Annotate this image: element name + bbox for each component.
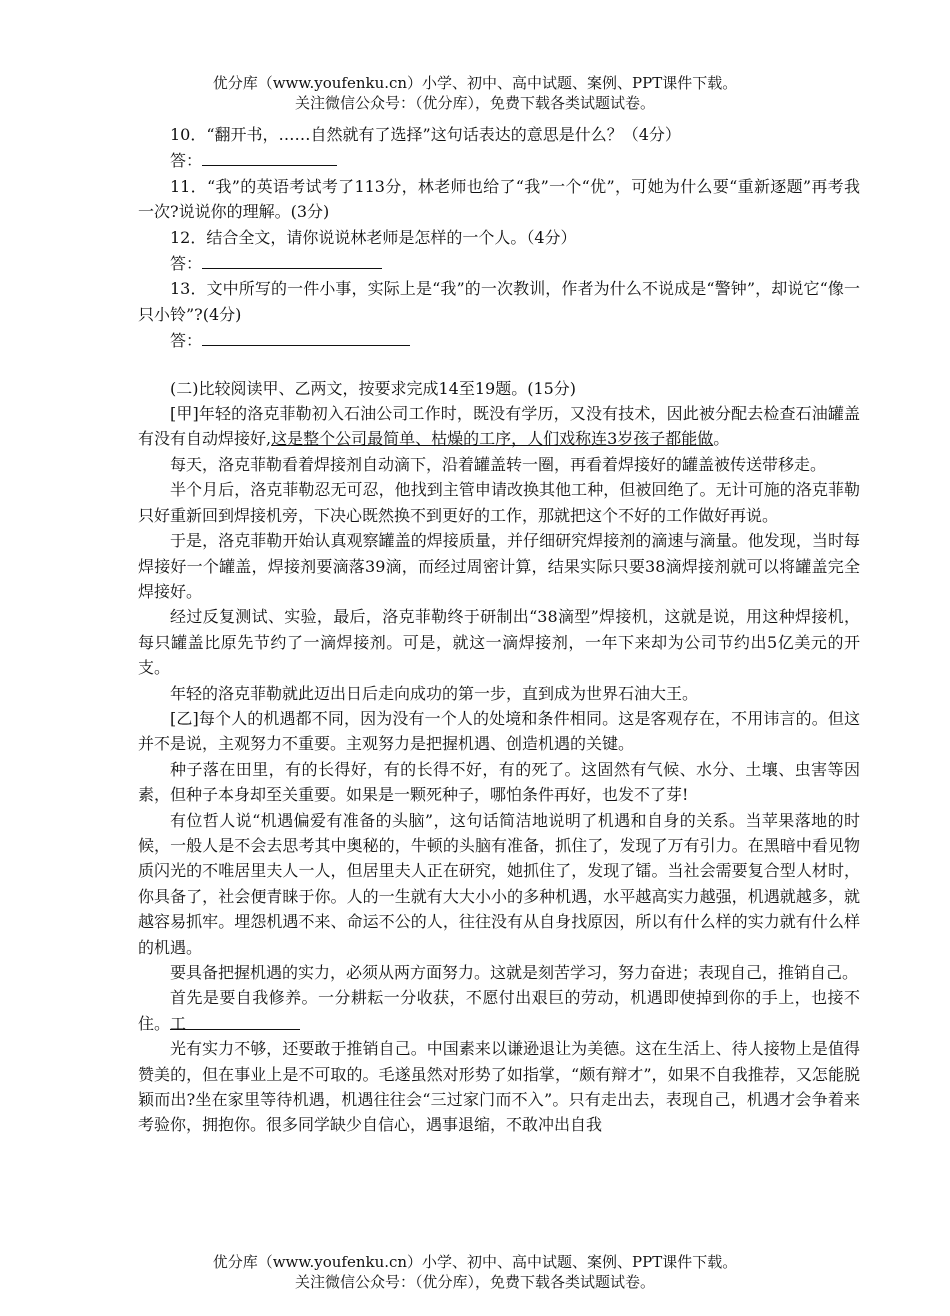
underlined-sentence: 这是整个公司最简单、枯燥的工序，人们戏称连3岁孩子都能做 bbox=[271, 429, 714, 449]
passage-yi-paragraph: 要具备把握机遇的实力，必须从两方面努力。这就是刻苦学习，努力奋进；表现自己，推销自己。 bbox=[170, 963, 859, 982]
question-12: 12．结合全文，请你说说林老师是怎样的一个人。（4分） bbox=[170, 227, 577, 247]
answer-blank[interactable] bbox=[202, 327, 410, 346]
fill-blank[interactable]: 工 bbox=[170, 1011, 300, 1030]
passage-jia-paragraph: 每天，洛克菲勒看着焊接剂自动滴下，沿着罐盖转一圈，再看着焊接好的罐盖被传送带移走。 bbox=[170, 454, 827, 474]
header-line-2: 关注微信公众号：（优分库），免费下载各类试题试卷。 bbox=[294, 94, 655, 112]
page-header bbox=[0, 73, 950, 113]
question-13: 13．文中所写的一件小事，实际上是“我”的一次教训，作者为什么不说成是“警钟”，却说它“像一只小铃”?(4分) bbox=[138, 279, 860, 324]
answer-line-13: 答： bbox=[138, 327, 860, 353]
document-body bbox=[138, 122, 860, 1138]
spacer bbox=[138, 354, 860, 376]
passage-yi-paragraph: 种子落在田里，有的长得好，有的长得不好，有的死了。这固然有气候、水分、土壤、虫害等因素，但种子本身却至关重要。如果是一颗死种子，哪怕条件再好，也发不了芽! bbox=[138, 759, 860, 805]
passage-yi-paragraph: 光有实力不够，还要敢于推销自己。中国素来以谦逊退让为美德。这在生活上、待人接物上是值得赞美的，但在事业上是不可取的。毛遂虽然对形势了如指掌，“颇有辩才”，如果不自我推荐，又怎能脱颖而出?坐在家里等待机遇，机遇往往会“三过家门而不入”。只有走出去，表现自己，机遇才会争着来考验你，拥抱你。很多同学缺少自信心，遇事退缩，不敢冲出自我 bbox=[138, 1039, 860, 1135]
answer-blank[interactable] bbox=[202, 250, 382, 269]
passage-yi-paragraph-5: 首先是要自我修养。一分耕耘一分收获，不愿付出艰巨的劳动，机遇即使掉到你的手上，也接不住。工 bbox=[138, 988, 860, 1033]
section-2-title: (二)比较阅读甲、乙两文，按要求完成14至19题。(15分) bbox=[170, 378, 577, 398]
passage-jia-paragraph: 经过反复测试、实验，最后，洛克菲勒终于研制出“38滴型”焊接机，这就是说，用这种焊接机，每只罐盖比原先节约了一滴焊接剂。可是，就这一滴焊接剂，一年下来却为公司节约出5亿美元的开支。 bbox=[138, 607, 860, 678]
answer-line-10: 答： bbox=[138, 147, 860, 173]
page-footer bbox=[0, 1252, 950, 1292]
passage-yi-paragraph: [乙]每个人的机遇都不同，因为没有一个人的处境和条件相同。这是客观存在，不用讳言的。但这并不是说，主观努力不重要。主观努力是把握机遇、创造机遇的关键。 bbox=[138, 708, 860, 754]
question-10: 10．“翻开书，……自然就有了选择”这句话表达的意思是什么？（4分） bbox=[170, 125, 681, 144]
passage-jia-paragraph: 年轻的洛克菲勒就此迈出日后走向成功的第一步，直到成为世界石油大王。 bbox=[170, 683, 699, 703]
header-line-1: 优分库（www.youfenku.cn）小学、初中、高中试题、案例、PPT课件下载。 bbox=[212, 74, 738, 92]
passage-yi-paragraph: 有位哲人说“机遇偏爱有准备的头脑”，这句话简洁地说明了机遇和自身的关系。当苹果落地的时候，一般人是不会去思考其中奥秘的，牛顿的头脑有准备，抓住了，发现了万有引力。在黑暗中看见物质闪光的不唯居里夫人一人，但居里夫人正在研究，她抓住了，发现了镭。当社会需要复合型人材时，你具备了，社会便青睐于你。人的一生就有大大小小的多种机遇，水平越高实力越强，机遇就越多，就越容易抓牢。埋怨机遇不来、命运不公的人，往往没有从自身找原因，所以有什么样的实力就有什么样的机遇。 bbox=[138, 810, 860, 957]
footer-line-1: 优分库（www.youfenku.cn）小学、初中、高中试题、案例、PPT课件下载。 bbox=[212, 1253, 738, 1271]
answer-blank[interactable] bbox=[202, 147, 337, 166]
footer-line-2: 关注微信公众号：（优分库），免费下载各类试题试卷。 bbox=[294, 1273, 655, 1291]
passage-jia-paragraph: 于是，洛克菲勒开始认真观察罐盖的焊接质量，并仔细研究焊接剂的滴速与滴量。他发现，当时每焊接好一个罐盖，焊接剂要滴落39滴，而经过周密计算，结果实际只要38滴焊接剂就可以将罐盖完全焊接好。 bbox=[138, 531, 860, 601]
answer-line-12: 答： bbox=[138, 250, 860, 276]
passage-jia-paragraph-1: [甲]年轻的洛克菲勒初入石油公司工作时，既没有学历，又没有技术，因此被分配去检查石油罐盖有没有自动焊接好,这是整个公司最简单、枯燥的工序，人们戏称连3岁孩子都能做。 bbox=[138, 404, 860, 449]
question-11: 11．“我”的英语考试考了113分，林老师也给了“我”一个“优”，可她为什么要“重新逐题”再考我一次?说说你的理解。(3分) bbox=[138, 176, 860, 222]
passage-jia-paragraph: 半个月后，洛克菲勒忍无可忍，他找到主管申请改换其他工种，但被回绝了。无计可施的洛克菲勒只好重新回到焊接机旁，下决心既然换不到更好的工作，那就把这个不好的工作做好再说。 bbox=[138, 480, 860, 525]
